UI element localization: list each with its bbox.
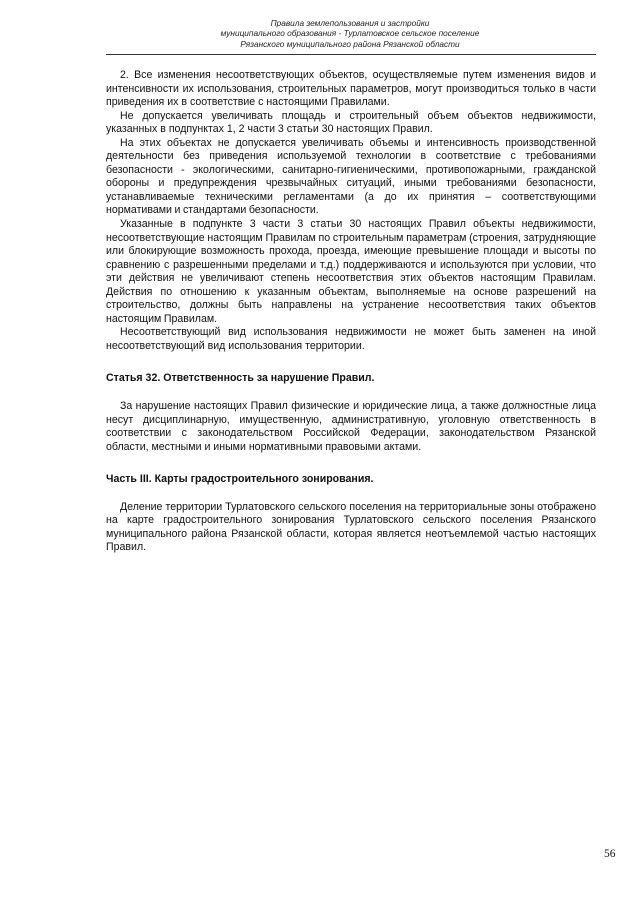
- article-32-heading: Статья 32. Ответственность за нарушение Правил.: [106, 372, 375, 385]
- running-header: [120, 18, 580, 49]
- paragraph: Указанные в подпункте 3 части 3 статьи 30 настоящих Правил объекты недвижимости, несоответствующие настоящим Правилам по строительным параметрам (строения, затрудняющие или блокирующие возможность прохода, проезда, имеющие превышение площади и высоты по сравнению с разрешенными пределами и т.д.) поддерживаются и используются при условии, что эти действия не увеличивают степень несоответствия этих объектов настоящим Правилам. Действия по отношению к указанным объектам, выполняемые на основе разрешений на строительство, должны быть направлены на устранение несоответствия таких объектов настоящим Правилам.: [106, 218, 596, 325]
- header-divider: [106, 54, 596, 55]
- header-line: муниципального образования - Турлатовское сельское поселение: [220, 28, 480, 39]
- paragraph: 2. Все изменения несоответствующих объектов, осуществляемые путем изменения видов и интенсивности их использования, строительных параметров, могут производиться только в части приведения их в соответствие с настоящими Правилами.: [106, 69, 596, 109]
- spacer: [106, 386, 596, 400]
- part-3-heading: Часть III. Карты градостроительного зонирования.: [106, 473, 374, 486]
- article-32-paragraph: За нарушение настоящих Правил физические и юридические лица, а также должностные лица несут дисциплинарную, имущественную, административную, уголовную ответственность в соответствии с законодательством Российской Федерации, законодательством Рязанской области, местными и иными нормативными правовыми актами.: [106, 400, 596, 453]
- paragraph: Несоответствующий вид использования недвижимости не может быть заменен на иной несоответствующий вид использования территории.: [106, 326, 596, 352]
- paragraph: Не допускается увеличивать площадь и строительный объем объектов недвижимости, указанных в подпунктах 1, 2 части 3 статьи 30 настоящих Правил.: [106, 109, 596, 136]
- spacer: [106, 487, 596, 501]
- header-line: Рязанского муниципального района Рязанской области: [240, 38, 460, 49]
- document-body: [106, 69, 596, 555]
- spacer: [106, 353, 596, 372]
- spacer: [106, 454, 596, 473]
- part-3-paragraph: Деление территории Турлатовского сельского поселения на территориальные зоны отображено на карте градостроительного зонирования Турлатовского сельского поселения Рязанского муниципального района Рязанской области, которая является неотъемлемой частью настоящих Правил.: [106, 500, 596, 554]
- paragraph: На этих объектах не допускается увеличивать объемы и интенсивность производственной деятельности без приведения используемой технологии в соответствие с требованиями безопасности - экологическими, санитарно-гигиеническими, противопожарными, гражданской обороны и предупреждения чрезвычайных ситуаций, иными требованиями безопасности, устанавливаемые техническими регламентами (а до их принятия – соответствующими нормативами и стандартами безопасности.: [106, 136, 596, 217]
- page-number: 56: [604, 848, 616, 860]
- header-line: Правила землепользования и застройки: [270, 18, 430, 28]
